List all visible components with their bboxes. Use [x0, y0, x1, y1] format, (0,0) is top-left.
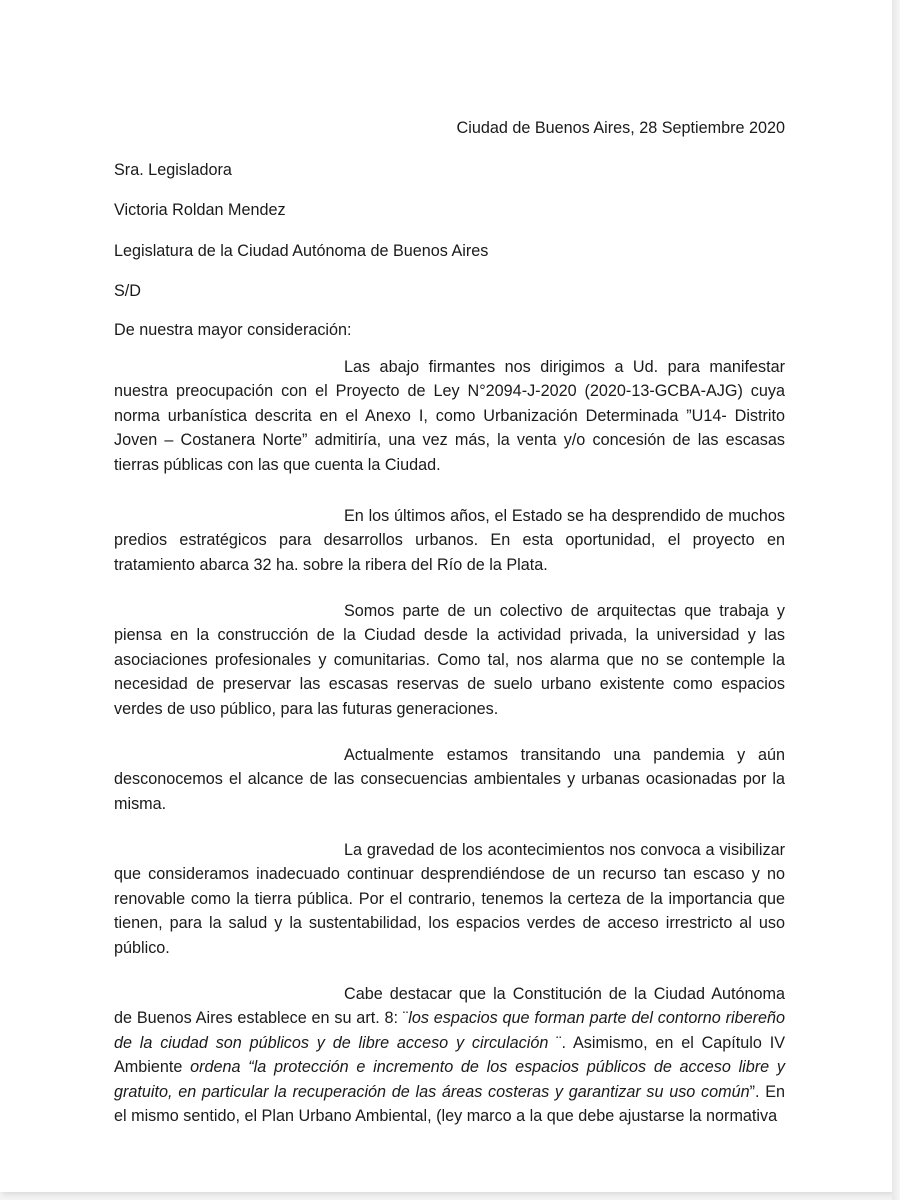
page-edge-shadow [892, 0, 900, 1200]
paragraph-6-text-a: Cabe destacar que la Constitución de la Ciudad Autónoma de Buenos Aires establece en su art. 8: ¨ [114, 985, 785, 1028]
sd-marker: S/D [114, 282, 141, 300]
recipient-title: Sra. Legisladora [114, 161, 232, 179]
paragraph-5-text: La gravedad de los acontecimientos nos convoca a visibilizar que consideramos inadecuado continuar desprendiéndose de un recurso tan escaso y no renovable como la tierra pública. Por el contrario, tenemos la certeza de la importancia que tienen, para la salud y la sustentabilidad, los espacios verdes de acceso irrestricto al uso público. [114, 841, 785, 957]
paragraph-3-text: Somos parte de un colectivo de arquitectas que trabaja y piensa en la construcción de la Ciudad desde la actividad privada, la universidad y las asociaciones profesionales y comunitarias. Como tal, nos alarma que no se contemple la necesidad de preservar las escasas reservas de suelo urbano existente como espacios verdes de uso público, para las futuras generaciones. [114, 602, 785, 718]
paragraph-4 [114, 743, 785, 816]
paragraph-6 [114, 982, 785, 1128]
salutation: De nuestra mayor consideración: [114, 321, 352, 339]
paragraph-2 [114, 504, 785, 577]
paragraph-6-text-c: ¨. Asimismo, en el Capítulo IV Ambiente [114, 1033, 785, 1077]
paragraph-6-quote-constitution: los espacios que forman parte del contorno ribereño de la ciudad son públicos y de libre acceso y circulación [114, 1009, 785, 1052]
paragraph-5 [114, 838, 785, 960]
recipient-name: Victoria Roldan Mendez [114, 201, 286, 219]
recipient-organization: Legislatura de la Ciudad Autónoma de Buenos Aires [114, 242, 489, 260]
paragraph-3 [114, 599, 785, 721]
letter-date: Ciudad de Buenos Aires, 28 Septiembre 2020 [456, 119, 785, 137]
paragraph-1 [114, 355, 785, 477]
paragraph-4-text: Actualmente estamos transitando una pandemia y aún desconocemos el alcance de las consecuencias ambientales y urbanas ocasionadas por la misma. [114, 746, 785, 813]
paragraph-2-text: En los últimos años, el Estado se ha desprendido de muchos predios estratégicos para desarrollos urbanos. En esta oportunidad, el proyecto en tratamiento abarca 32 ha. sobre la ribera del Río de la Plata. [114, 507, 785, 574]
paragraph-6-text-e: ”. En el mismo sentido, el Plan Urbano Ambiental, (ley marco a la que debe ajustarse la normativa [114, 1082, 785, 1126]
paragraph-1-text: Las abajo firmantes nos dirigimos a Ud. para manifestar nuestra preocupación con el Proyecto de Ley N°2094-J-2020 (2020-13-GCBA-AJG) cuya norma urbanística descrita en el Anexo I, como Urbanización Determinada ”U14- Distrito Joven – Costanera Norte” admitiría, una vez más, la venta y/o concesión de las escasas tierras públicas con las que cuenta la Ciudad. [114, 358, 785, 474]
paragraph-6-quote-ambiente: ordena “la protección e incremento de los espacios públicos de acceso libre y gratuito, en particular la recuperación de las áreas costeras y garantizar su uso común [114, 1058, 785, 1101]
